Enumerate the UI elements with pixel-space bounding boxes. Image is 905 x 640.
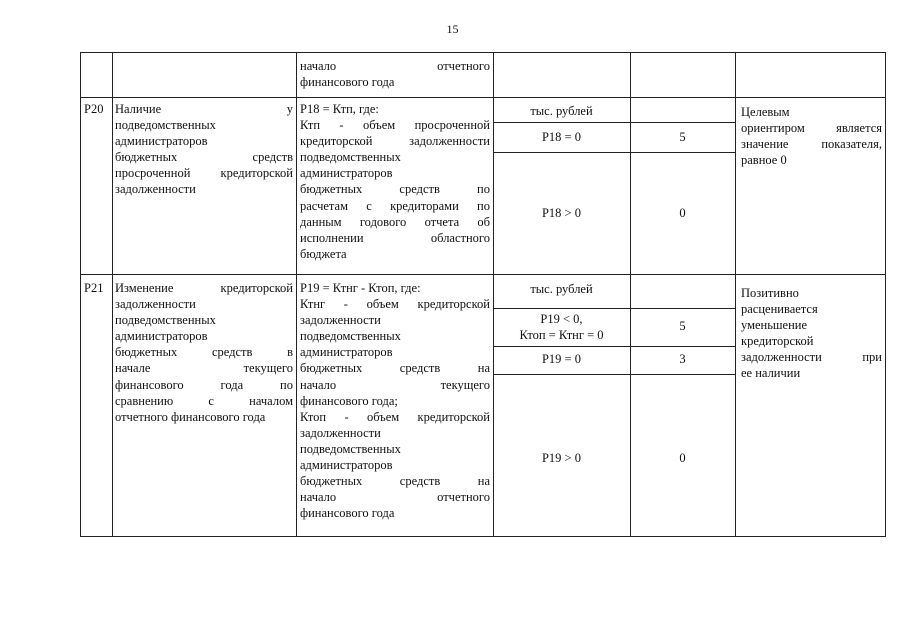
row-id: P20 — [84, 102, 104, 116]
text-line: финансового года — [300, 75, 395, 90]
cell-divider — [493, 308, 735, 309]
column-divider — [296, 52, 297, 537]
text-line: ее наличии — [741, 366, 801, 381]
comment — [741, 104, 882, 168]
text-line: начало текущего — [300, 377, 490, 392]
text-line: Наличие у — [115, 102, 293, 116]
text-line: Ктп - объем просроченной — [300, 118, 490, 133]
text-line: P19 < 0, — [540, 312, 583, 326]
condition — [493, 205, 630, 221]
indicator-name — [115, 101, 293, 198]
cell-divider — [493, 122, 735, 123]
text-line: бюджетных средств — [115, 150, 293, 165]
condition — [493, 129, 630, 145]
text-line: P19 = Ктнг - Ктоп, где: — [300, 281, 421, 295]
text-line: P19 = 0 — [541, 352, 581, 366]
page-number: 15 — [446, 22, 459, 36]
text-line: P18 > 0 — [541, 206, 581, 220]
text-line: Изменение кредиторской — [115, 281, 293, 295]
score: 5 — [679, 319, 686, 333]
indicator-name — [115, 280, 293, 425]
text-line: Ктнг - объем кредиторской — [300, 297, 490, 312]
text-line: P18 = 0 — [541, 130, 581, 144]
cell-divider — [493, 152, 735, 153]
text-line: Ктоп = Ктнг = 0 — [519, 328, 604, 343]
text-line: P18 = Ктп, где: — [300, 102, 379, 116]
unit-label: тыс. рублей — [530, 104, 593, 118]
column-divider — [735, 52, 736, 537]
text-line: подведомственных — [300, 329, 401, 344]
table-border-bottom — [80, 536, 885, 537]
text-line: Ктоп - объем кредиторской — [300, 409, 490, 424]
text-line: задолженности — [115, 182, 196, 197]
text-line: отчетного финансового года — [115, 409, 266, 424]
unit-label: тыс. рублей — [530, 282, 593, 296]
condition — [493, 311, 630, 343]
text-line: финансового года по — [115, 377, 293, 392]
text-line: начало отчетного — [300, 59, 490, 73]
text-line: подведомственных — [300, 441, 401, 456]
text-line: значение показателя, — [741, 137, 882, 152]
score: 3 — [679, 352, 686, 366]
text-line: P19 > 0 — [541, 451, 581, 465]
text-line: задолженности — [300, 425, 381, 440]
table-border-right — [885, 52, 886, 537]
row-divider — [80, 97, 885, 98]
text-line: администраторов — [300, 166, 393, 181]
text-line: администраторов — [300, 345, 393, 360]
text-line: бюджетных средств на — [300, 361, 490, 376]
text-line: задолженности — [300, 313, 381, 328]
score: 0 — [679, 451, 686, 465]
text-line: сравнению с началом — [115, 393, 293, 408]
text-line: Позитивно — [741, 286, 799, 300]
text-line: бюджета — [300, 246, 347, 261]
text-line: финансового года; — [300, 393, 398, 408]
text-line: Целевым — [741, 105, 790, 119]
row-divider — [80, 274, 885, 275]
text-line: начале текущего — [115, 361, 293, 376]
table-border-top — [80, 52, 885, 53]
text-line: подведомственных — [115, 118, 216, 133]
calculation-method — [300, 280, 490, 521]
table-border-left — [80, 52, 81, 537]
text-line: начало отчетного — [300, 490, 490, 505]
text-line: задолженности — [115, 297, 196, 312]
top-row-method — [300, 58, 490, 90]
calculation-method — [300, 101, 490, 262]
text-line: администраторов — [115, 134, 208, 149]
column-divider — [112, 52, 113, 537]
text-line: бюджетных средств по — [300, 182, 490, 197]
text-line: бюджетных средств на — [300, 474, 490, 489]
text-line: подведомственных — [115, 313, 216, 328]
text-line: администраторов — [115, 329, 208, 344]
criteria-table — [80, 52, 885, 537]
text-line: расчетам с кредиторами по — [300, 198, 490, 213]
condition — [493, 351, 630, 367]
text-line: финансового года — [300, 506, 395, 521]
text-line: равное 0 — [741, 153, 787, 168]
text-line: кредиторской — [741, 334, 814, 349]
condition — [493, 450, 630, 466]
text-line: кредиторской задолженности — [300, 134, 490, 149]
score: 0 — [679, 206, 686, 220]
cell-divider — [493, 346, 735, 347]
text-line: уменьшение — [741, 318, 808, 333]
text-line: расценивается — [741, 302, 818, 317]
text-line: просроченной кредиторской — [115, 166, 293, 181]
score: 5 — [679, 130, 686, 144]
comment — [741, 285, 882, 382]
text-line: исполнении областного — [300, 230, 490, 245]
cell-divider — [493, 374, 735, 375]
row-id: P21 — [84, 281, 104, 295]
text-line: данным годового отчета об — [300, 214, 490, 229]
text-line: ориентиром является — [741, 121, 882, 136]
text-line: задолженности при — [741, 350, 882, 365]
text-line: подведомственных — [300, 150, 401, 165]
text-line: бюджетных средств в — [115, 345, 293, 360]
text-line: администраторов — [300, 458, 393, 473]
